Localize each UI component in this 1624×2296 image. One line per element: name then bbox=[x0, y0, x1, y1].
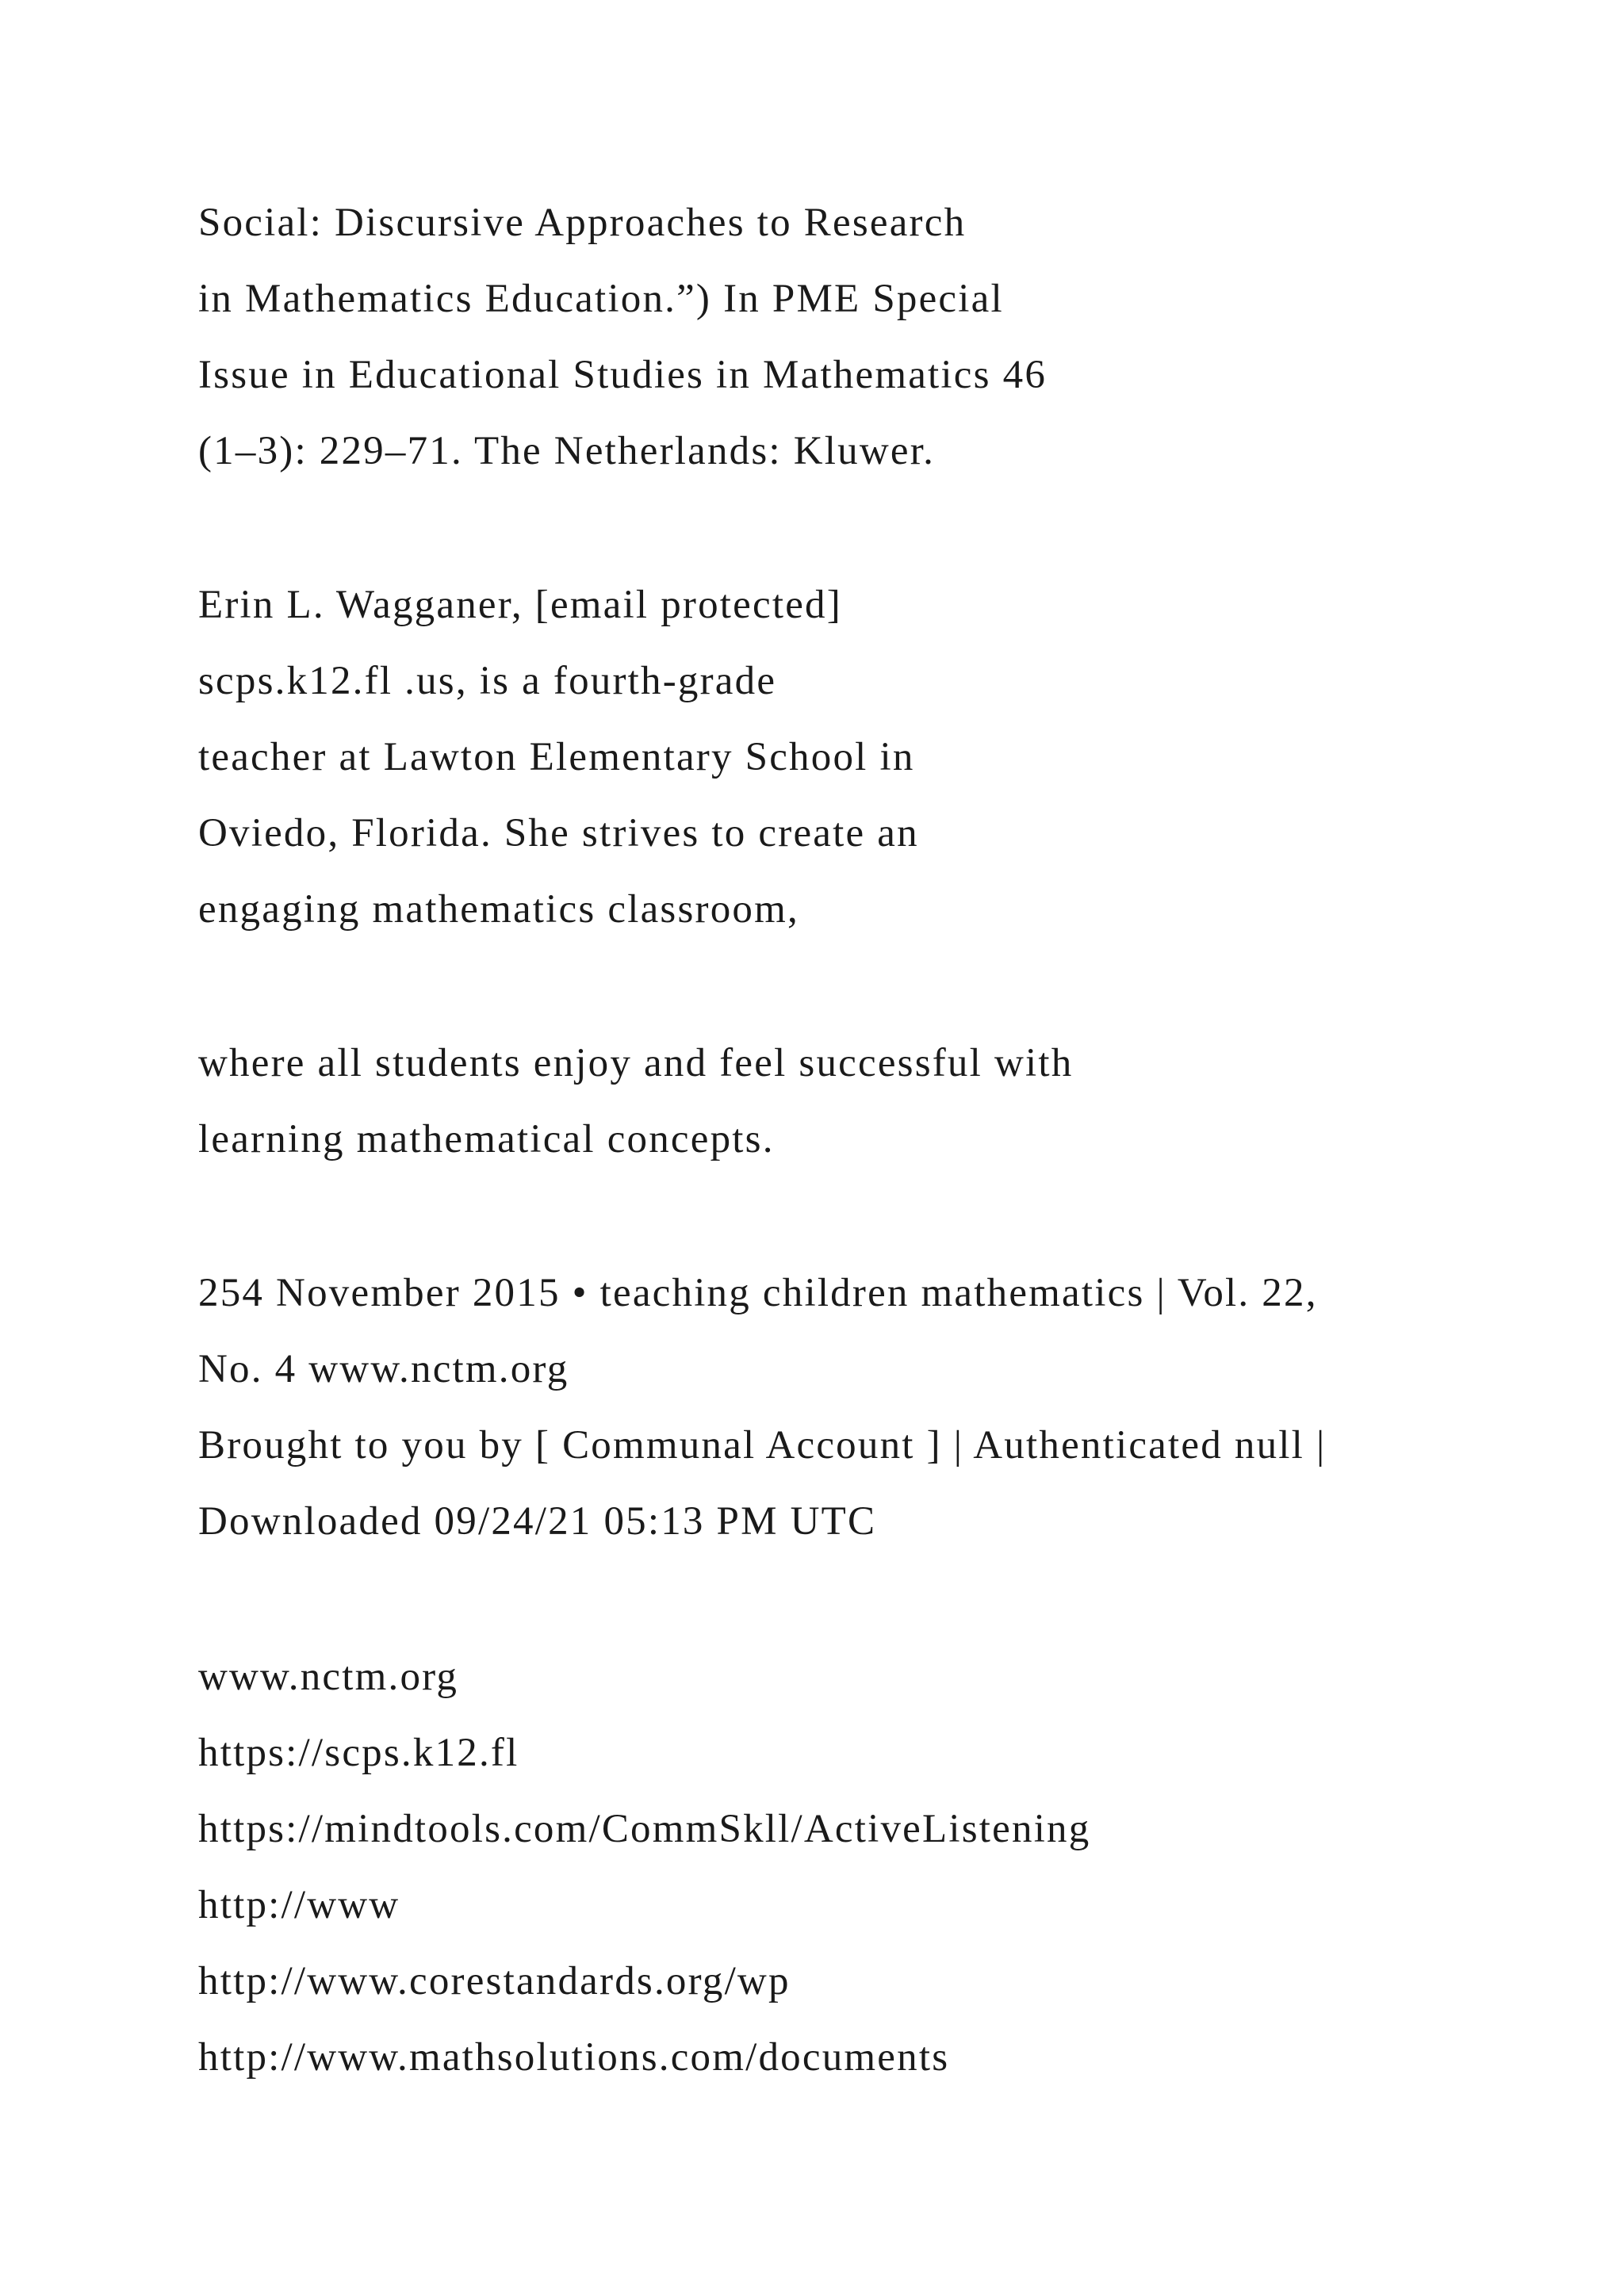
download-notice-line: Brought to you by [ Communal Account ] | Authenticated null | bbox=[198, 1423, 1327, 1468]
author-bio-line: scps.k12.fl .us, is a fourth-grade bbox=[198, 659, 777, 703]
author-bio-line: Erin L. Wagganer, [email protected] bbox=[198, 583, 842, 627]
reference-line: Social: Discursive Approaches to Research bbox=[198, 201, 967, 245]
reference-line: in Mathematics Education.”) In PME Special bbox=[198, 277, 1004, 321]
page-footer-line: No. 4 www.nctm.org bbox=[198, 1347, 569, 1391]
link-www[interactable]: http://www bbox=[198, 1883, 400, 1927]
reference-line: (1–3): 229–71. The Netherlands: Kluwer. bbox=[198, 429, 936, 473]
link-nctm[interactable]: www.nctm.org bbox=[198, 1655, 459, 1699]
page-footer-line: 254 November 2015 • teaching children mathematics | Vol. 22, bbox=[198, 1271, 1318, 1315]
author-bio-continuation-line: learning mathematical concepts. bbox=[198, 1117, 775, 1161]
reference-line: Issue in Educational Studies in Mathematics 46 bbox=[198, 353, 1048, 397]
author-bio-line: teacher at Lawton Elementary School in bbox=[198, 735, 915, 779]
author-bio-continuation-line: where all students enjoy and feel successful with bbox=[198, 1041, 1074, 1085]
author-bio-line: engaging mathematics classroom, bbox=[198, 887, 799, 932]
link-mathsolutions[interactable]: http://www.mathsolutions.com/documents bbox=[198, 2035, 950, 2080]
download-notice-line: Downloaded 09/24/21 05:13 PM UTC bbox=[198, 1499, 877, 1544]
link-mindtools[interactable]: https://mindtools.com/CommSkll/ActiveListening bbox=[198, 1807, 1091, 1851]
link-scps[interactable]: https://scps.k12.fl bbox=[198, 1731, 519, 1775]
author-bio-line: Oviedo, Florida. She strives to create an bbox=[198, 811, 919, 855]
link-corestandards[interactable]: http://www.corestandards.org/wp bbox=[198, 1959, 791, 2003]
